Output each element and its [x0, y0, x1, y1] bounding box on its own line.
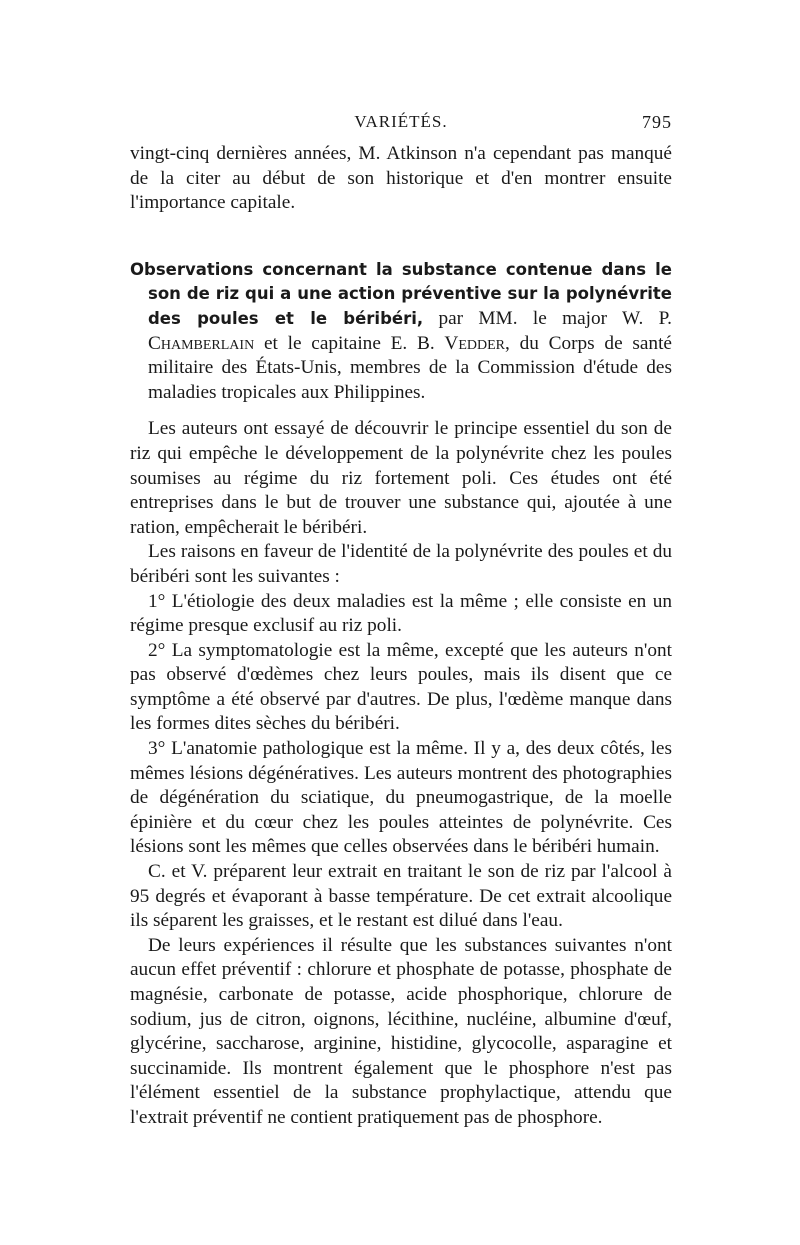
article-heading	[130, 258, 672, 406]
running-head-title: VARIÉTÉS.	[354, 112, 448, 131]
author-vedder: Vedder	[444, 332, 505, 354]
book-page	[130, 112, 672, 1131]
body-paragraph: De leurs expériences il résulte que les substances suivantes n'ont aucun effet préventif : chlorure et phosphate de potasse, phosphate de magnésie, carbonate de potasse, acide phosphorique, chlorure de sodium, jus de citron, oignons, lécithine, nucléine, albumine d'œuf, glycérine, saccharose, arginine, histidine, glycocolle, asparagine et succinamide. Ils montrent également que le phosphore n'est pas l'élément essentiel de la substance prophylactique, attendu que l'extrait préventif ne contient pratiquement pas de phosphore.	[130, 934, 672, 1128]
body-paragraph: C. et V. préparent leur extrait en traitant le son de riz par l'alcool à 95 degrés et évaporant à basse température. De cet extrait alcoolique ils séparent les graisses, et le restant est dilué dans l'eau.	[130, 861, 672, 932]
author-chamberlain: Chamberlain	[148, 332, 255, 354]
list-item-etiology: 1° L'étiologie des deux maladies est la même ; elle consiste en un régime presque exclusif au riz poli.	[130, 590, 672, 637]
running-head	[130, 112, 672, 142]
article-title: Observations concernant la substance contenue dans le son de riz qui a une action préventive sur la polynévrite des poules et le béribéri,	[130, 259, 672, 328]
byline-text-1: par MM. le major W. P.	[438, 307, 672, 329]
section-gap	[130, 216, 672, 258]
body-paragraph: Les auteurs ont essayé de découvrir le principe essentiel du son de riz qui empêche le développement de la polynévrite chez les poules soumises au régime du riz fortement poli. Ces études ont été entreprises dans le but de trouver une substance qui, ajoutée à une ration, empêcherait le béribéri.	[130, 418, 672, 538]
byline-text-3: , du Corps de santé militaire des États-Unis, membres de la Commission d'étude des maladies tropicales aux Philippines.	[148, 332, 672, 403]
list-item-anatomy: 3° L'anatomie pathologique est la même. Il y a, des deux côtés, les mêmes lésions dégénératives. Les auteurs montrent des photographies de dégénération du sciatique, du pneumogastrique, de la moelle épinière et du cœur chez les poules atteintes de polynévrite. Ces lésions sont les mêmes que celles observées dans le béribéri humain.	[130, 738, 672, 858]
page-number: 795	[642, 112, 672, 132]
continuation-paragraph: vingt-cinq dernières années, M. Atkinson n'a cependant pas manqué de la citer au début de son historique et d'en montrer ensuite l'importance capitale.	[130, 143, 672, 214]
list-item-symptomatology: 2° La symptomatologie est la même, excepté que les auteurs n'ont pas observé d'œdèmes chez leurs poules, mais ils disent que ce symptôme a été observé par d'autres. De plus, l'œdème manque dans les formes dites sèches du béribéri.	[130, 639, 672, 735]
body-paragraph: Les raisons en faveur de l'identité de la polynévrite des poules et du béribéri sont les suivantes :	[130, 541, 672, 587]
byline-text-2: et le capitaine E. B.	[254, 332, 445, 354]
